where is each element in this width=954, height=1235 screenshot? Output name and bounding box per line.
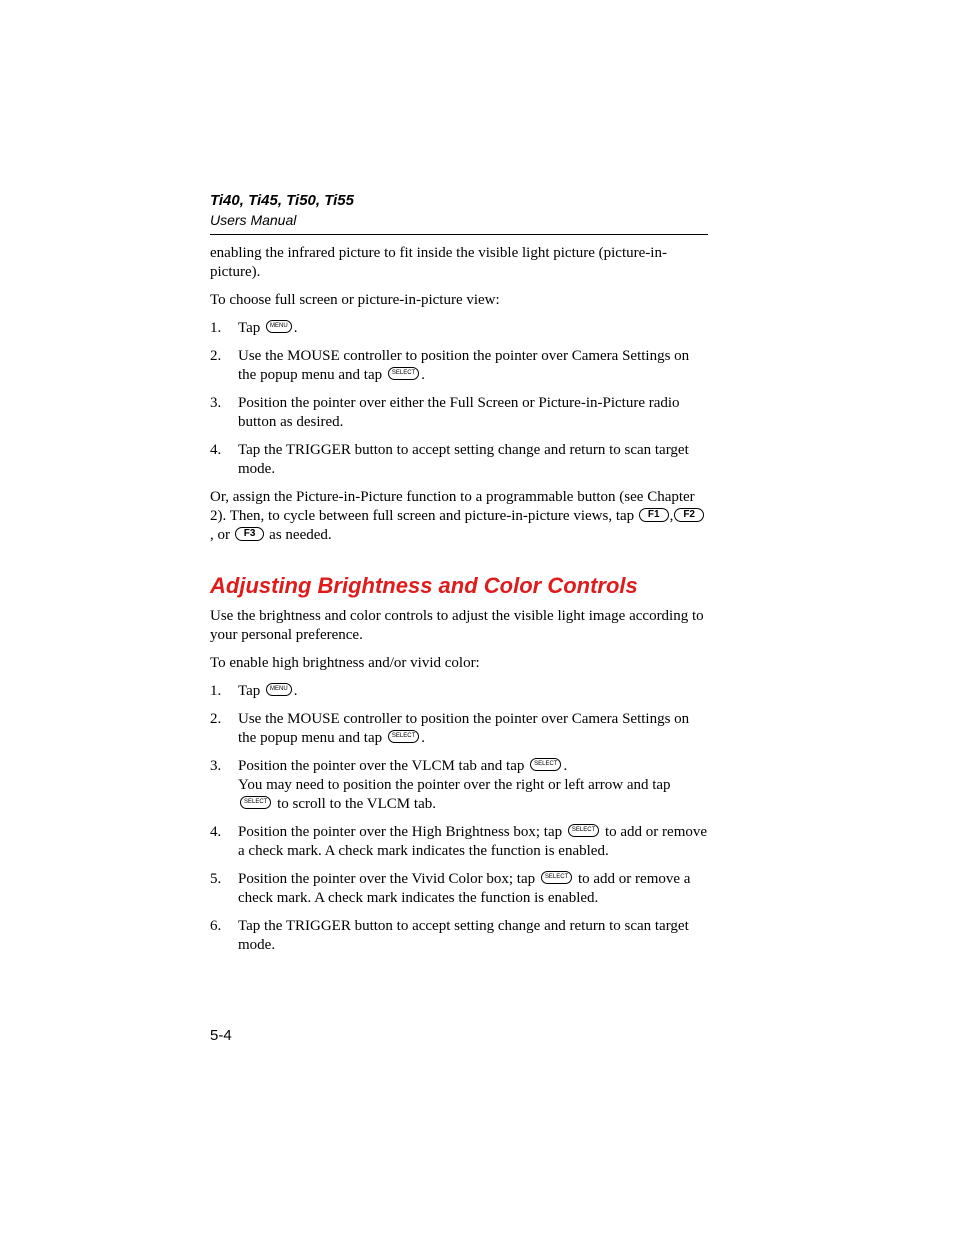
page-number: 5-4 bbox=[210, 1027, 232, 1044]
f2-key-icon: F2 bbox=[674, 508, 704, 522]
select-key-icon: SELECT bbox=[388, 367, 419, 380]
step-list bbox=[210, 682, 708, 955]
select-key-icon: SELECT bbox=[530, 758, 561, 771]
list-item: 2. Use the MOUSE controller to position the pointer over Camera Settings on the popup menu and tap SELECT . bbox=[210, 711, 690, 746]
f1-key-icon: F1 bbox=[639, 508, 669, 522]
list-item: 2. Use the MOUSE controller to position the pointer over Camera Settings on the popup menu and tap SELECT . bbox=[210, 348, 690, 383]
section-heading: Adjusting Brightness and Color Controls bbox=[210, 573, 638, 598]
list-item: 6. Tap the TRIGGER button to accept setting change and return to scan target mode. bbox=[210, 918, 689, 953]
manual-title: Users Manual bbox=[210, 212, 297, 228]
list-item: 4. Tap the TRIGGER button to accept setting change and return to scan target mode. bbox=[210, 442, 689, 477]
paragraph: Or, assign the Picture-in-Picture function to a programmable button (see Chapter 2). Then, to cycle between full screen and picture-in-picture views, tap F1 , F2, or F3 as needed. bbox=[210, 488, 708, 545]
list-item: 1. Tap MENU . bbox=[210, 320, 298, 336]
menu-key-icon: MENU bbox=[266, 683, 292, 696]
header-divider bbox=[210, 234, 708, 235]
step-list bbox=[210, 319, 708, 479]
step-number: 4. bbox=[210, 442, 222, 458]
running-header bbox=[210, 191, 708, 229]
list-item: 3. Position the pointer over either the Full Screen or Picture-in-Picture radio button as desired. bbox=[210, 395, 680, 430]
list-item: 1. Tap MENU . bbox=[210, 683, 298, 699]
page-body bbox=[210, 244, 708, 964]
product-model: Ti40, Ti45, Ti50, Ti55 bbox=[210, 192, 354, 209]
menu-key-icon: MENU bbox=[266, 320, 292, 333]
step-number: 1. bbox=[210, 320, 222, 336]
list-item: 5. Position the pointer over the Vivid Color box; tap SELECT to add or remove a check mark. A check mark indicates the function is enabled. bbox=[210, 871, 691, 906]
paragraph: enabling the infrared picture to fit inside the visible light picture (picture-in-picture). bbox=[210, 245, 667, 280]
list-item: 3. Position the pointer over the VLCM tab and tap SELECT . You may need to position the pointer over the right or left arrow and tap SELECT to scroll to the VLCM tab. bbox=[210, 758, 671, 812]
list-item: 4. Position the pointer over the High Brightness box; tap SELECT to add or remove a check mark. A check mark indicates the function is enabled. bbox=[210, 824, 708, 859]
f3-key-icon: F3 bbox=[235, 527, 265, 541]
paragraph: To enable high brightness and/or vivid color: bbox=[210, 655, 480, 671]
step-number: 2. bbox=[210, 711, 222, 727]
select-key-icon: SELECT bbox=[541, 871, 572, 884]
step-number: 3. bbox=[210, 395, 222, 411]
step-number: 2. bbox=[210, 348, 222, 364]
step-number: 6. bbox=[210, 918, 222, 934]
paragraph: Use the brightness and color controls to adjust the visible light image according to your personal preference. bbox=[210, 608, 704, 643]
step-number: 4. bbox=[210, 824, 222, 840]
select-key-icon: SELECT bbox=[388, 730, 419, 743]
select-key-icon: SELECT bbox=[240, 796, 271, 809]
step-number: 3. bbox=[210, 758, 222, 774]
select-key-icon: SELECT bbox=[568, 824, 599, 837]
step-number: 1. bbox=[210, 683, 222, 699]
paragraph: To choose full screen or picture-in-picture view: bbox=[210, 292, 500, 308]
step-number: 5. bbox=[210, 871, 222, 887]
